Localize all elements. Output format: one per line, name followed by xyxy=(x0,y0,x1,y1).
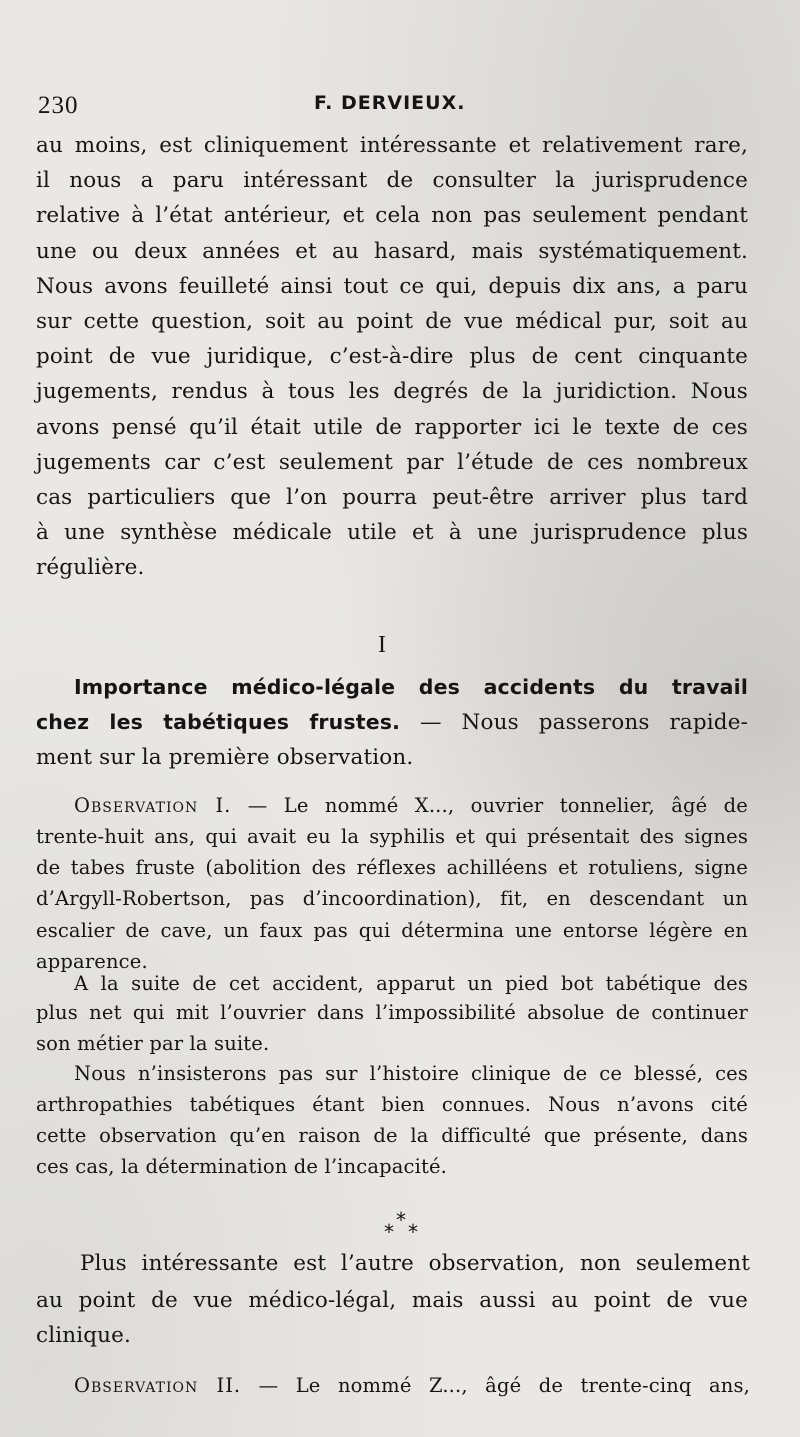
text-line: trente-huit ans, qui avait eu la syphilis et qui présentait des signes xyxy=(36,825,748,848)
observation-text: — Le nommé Z..., âgé de trente-cinq ans, xyxy=(241,1374,751,1397)
text-line: au moins, est cliniquement intéressante et relativement rare, xyxy=(36,133,748,158)
observation-1-first-line xyxy=(74,790,748,821)
text-line xyxy=(74,1370,750,1401)
text-line: sur cette question, soit au point de vue médical pur, soit au xyxy=(36,308,748,334)
section-title-tail: — Nous passerons rapide- xyxy=(400,710,748,735)
text-line: plus net qui mit l’ouvrier dans l’impossibilité absolue de continuer xyxy=(36,1001,748,1024)
text-line: ment sur la première observation. xyxy=(36,745,414,771)
text-line: d’Argyll-Robertson, pas d’incoordination), fit, en descendant un xyxy=(36,887,748,911)
text-line: clinique. xyxy=(36,1323,132,1349)
text-line: escalier de cave, un faux pas qui détermina une entorse légère en xyxy=(36,918,748,942)
text-line: jugements, rendus à tous les degrés de la juridiction. Nous xyxy=(36,379,748,405)
text-line xyxy=(36,705,748,740)
text-line: Nous n’insisterons pas sur l’histoire clinique de ce blessé, ces xyxy=(74,1062,748,1085)
observation-1-para2 xyxy=(36,997,748,1059)
observation-2-first-line xyxy=(74,1370,750,1401)
observation-text: — Le nommé X..., ouvrier tonnelier, âgé de xyxy=(231,794,748,817)
observation-1 xyxy=(36,821,748,977)
observation-1-para3-first xyxy=(74,1058,748,1089)
intro-paragraph xyxy=(36,128,748,585)
text-line: cette observation qu’en raison de la difficulté que présente, dans xyxy=(36,1124,748,1148)
text-line: Nous avons feuilleté ainsi tout ce qui, depuis dix ans, a paru xyxy=(36,273,748,299)
section-heading-continued xyxy=(36,705,748,775)
text-line: avons pensé qu’il était utile de rapporter ici le texte de ces xyxy=(36,414,748,440)
section-separator: * * * xyxy=(384,1208,418,1244)
text-line: à une synthèse médicale utile et à une jurisprudence plus xyxy=(36,520,748,546)
closing-paragraph-first xyxy=(80,1246,750,1281)
text-line xyxy=(74,790,748,821)
text-line: arthropathies tabétiques étant bien connues. Nous n’avons cité xyxy=(36,1093,748,1116)
text-line: Plus intéressante est l’autre observation, non seulement xyxy=(80,1251,750,1276)
text-line: de tabes fruste (abolition des réflexes achilléens et rotuliens, signe xyxy=(36,856,748,880)
page-header xyxy=(38,84,758,124)
closing-paragraph xyxy=(36,1283,748,1353)
section-heading xyxy=(74,670,748,705)
text-line: ces cas, la détermination de l’incapacité. xyxy=(36,1155,448,1179)
section-title-end: chez les tabétiques frustes. xyxy=(36,710,401,734)
text-line: A la suite de cet accident, apparut un pied bot tabétique des xyxy=(74,972,748,995)
text-line: point de vue juridique, c’est-à-dire plus de cent cinquante xyxy=(36,344,748,370)
text-line: au point de vue médico-légal, mais aussi au point de vue xyxy=(36,1288,748,1313)
observation-label: Observation I. xyxy=(74,794,232,817)
text-line: relative à l’état antérieur, et cela non pas seulement pendant xyxy=(36,203,748,229)
observation-1-para2-first xyxy=(74,968,748,999)
text-line: apparence. xyxy=(36,949,148,973)
observation-label: Observation II. xyxy=(74,1374,242,1397)
text-line: son métier par la suite. xyxy=(36,1032,270,1056)
text-line: il nous a paru intéressant de consulter la jurisprudence xyxy=(36,168,748,194)
text-line: cas particuliers que l’on pourra peut-être arriver plus tard xyxy=(36,484,748,510)
text-line: jugements car c’est seulement par l’étude de ces nombreux xyxy=(36,449,748,475)
section-numeral: I xyxy=(378,632,386,658)
text-line: régulière. xyxy=(36,555,145,581)
observation-1-para3 xyxy=(36,1089,748,1183)
section-title-line: Importance médico-légale des accidents du travail xyxy=(74,675,748,699)
page-number: 230 xyxy=(38,92,79,119)
text-line: une ou deux années et au hasard, mais systématiquement. xyxy=(36,238,748,264)
running-head: F. DERVIEUX. xyxy=(314,92,466,114)
